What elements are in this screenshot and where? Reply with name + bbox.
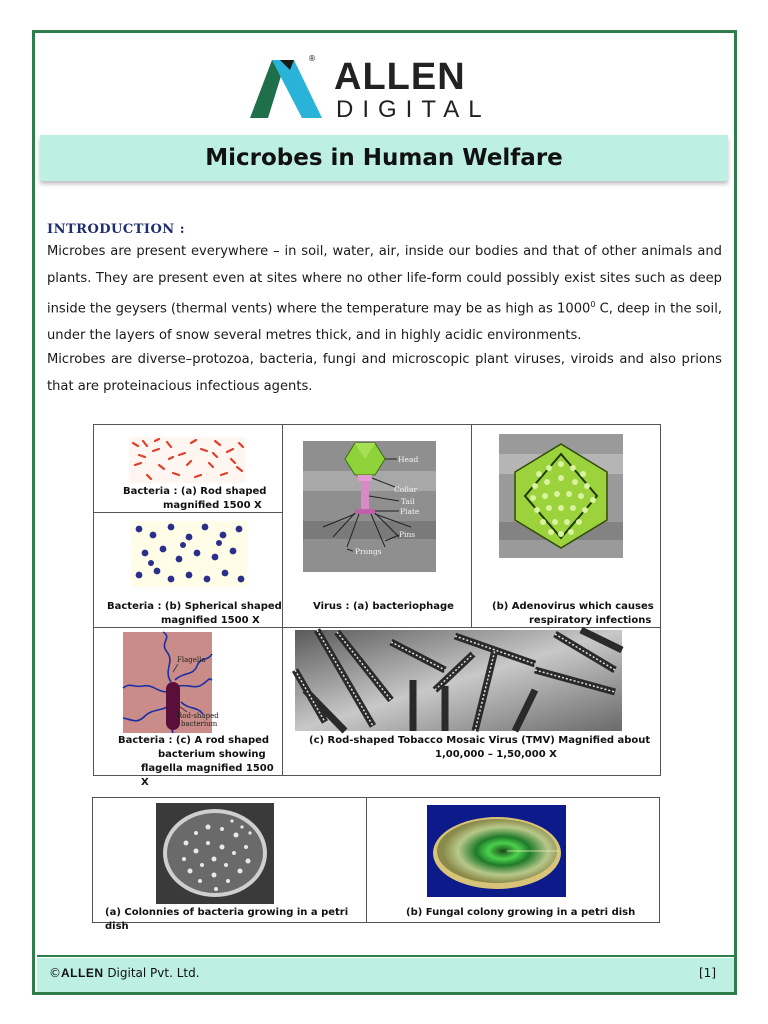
intro-paragraph-1-part-a: Microbes are present everywhere – in soil, water, air, inside our bodies and that of other animals and plants. They are present even at sites where no other life-form could possibly exist sites such as deep inside the geysers (thermal vents) where the temperature may be as high as 1000 [47,244,722,317]
degree-superscript: 0 [590,300,596,309]
bacteria-colonies-cell [92,797,367,932]
rod-bacteria-cell [93,424,283,513]
rod-bacteria-image [129,437,245,483]
phage-label-prongs: Prongs [355,547,382,556]
bacteria-colonies-image [156,803,274,904]
phage-label-tail: Tail [401,497,415,506]
title-banner [40,135,728,181]
spherical-bacteria-cell [93,512,283,628]
phage-label-plate: Plate [400,507,420,516]
allen-digital-logo [250,56,520,122]
intro-paragraph-2: Microbes are diverse–protozoa, bacteria, fungi and microscopic plant viruses, viroids and also prions that are proteinacious infectious agents. [47,352,722,394]
intro-paragraph-1-part-b: C, deep in the soil, under the layers of snow several metres thick, and in highly acidic environments. [47,301,722,343]
page-number: [1] [699,966,716,980]
footer-brand: ALLEN [61,966,104,980]
spherical-caption-line-1: Bacteria : (b) Spherical shaped [107,601,282,612]
logo-brand-text: ALLEN [334,56,466,98]
adenovirus-cell [471,424,661,628]
flagella-caption-line-1: Bacteria : (c) A rod shaped [118,735,270,746]
copyright-symbol: © [49,966,61,980]
phage-label-head: Head [398,455,419,464]
tmv-caption-line-1: (c) Rod-shaped Tobacco Mosaic Virus (TMV) Magnified about [309,735,651,746]
logo-sub-text: DIGITAL [336,96,491,123]
flagella-caption-line-3: flagella magnified 1500 X [141,763,274,788]
adenovirus-caption-line-2: respiratory infections [529,615,652,626]
footer [37,958,734,992]
phage-label-pins: Pins [399,530,416,539]
bacteriophage-cell [282,424,472,628]
fungal-colony-image [427,805,566,897]
tmv-caption-line-2: 1,00,000 – 1,50,000 X [435,749,557,760]
rod-caption-line-1: Bacteria : (a) Rod shaped [123,486,267,497]
phage-label-collar: Collar [394,485,418,494]
tmv-cell [282,627,661,776]
footer-divider [37,955,734,957]
bacteriophage-image [303,441,436,572]
page-title: Microbes in Human Welfare [205,145,563,171]
flagella-bacterium-cell [93,627,283,788]
intro-heading: INTRODUCTION : [47,222,186,237]
spherical-bacteria-image [131,521,247,587]
phage-caption: Virus : (a) bacteriophage [313,601,454,612]
adenovirus-image [499,434,623,558]
allen-logo-icon [250,56,330,122]
rod-label-line-2: bacterium [181,720,218,728]
rod-caption-line-2: magnified 1500 X [163,500,262,511]
fungal-colony-cell [366,797,660,923]
spherical-caption-line-2: magnified 1500 X [161,615,260,626]
rod-label-line-1: Rod-shaped [177,712,219,720]
footer-copyright [49,966,200,980]
flagella-label: Flagella [177,656,206,664]
flagella-bacterium-image [123,632,219,733]
footer-company: Digital Pvt. Ltd. [103,966,200,980]
intro-paragraph-1 [47,239,722,349]
flagella-caption-line-2: bacterium showing [158,749,266,760]
colonies-caption: (a) Colonnies of bacteria growing in a petri dish [105,907,349,932]
registered-mark: ® [308,54,316,63]
tmv-image [295,630,622,731]
adenovirus-caption-line-1: (b) Adenovirus which causes [492,601,654,612]
fungal-caption: (b) Fungal colony growing in a petri dish [406,907,636,918]
